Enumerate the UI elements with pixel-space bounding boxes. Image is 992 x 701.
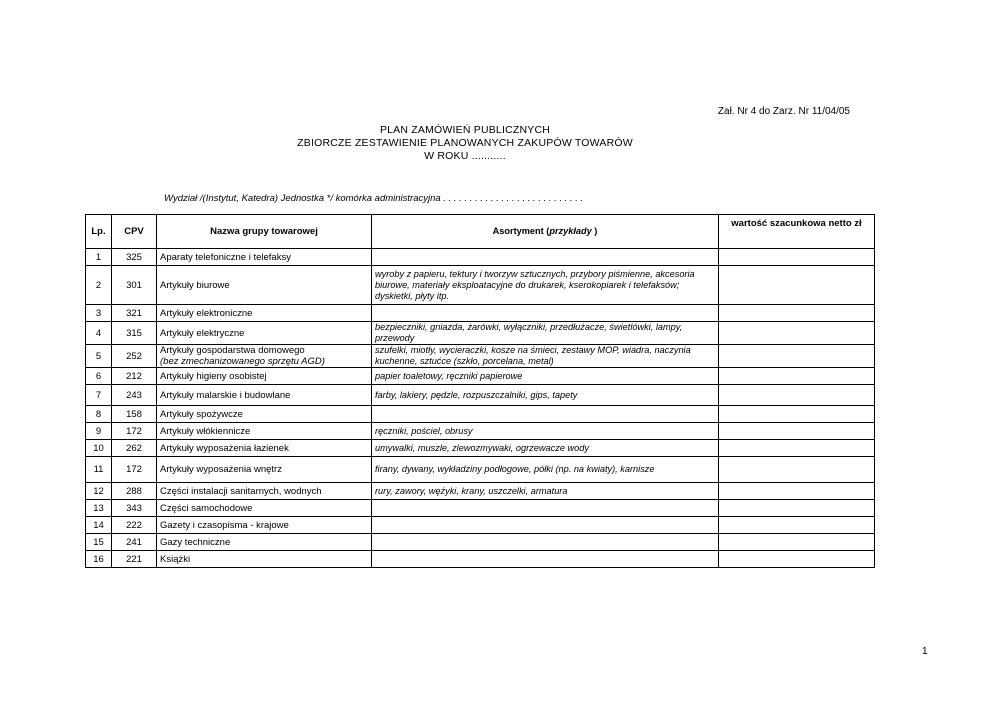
cell-assortment [372, 500, 719, 517]
cell-value [719, 457, 875, 483]
cell-name [157, 500, 372, 517]
cell-assortment [372, 551, 719, 568]
table-row [86, 500, 875, 517]
header-assortment: Asortyment (przykłady ) [372, 215, 719, 249]
cell-lp: 10 [86, 440, 112, 457]
cell-name [157, 266, 372, 305]
table-row [86, 483, 875, 500]
cell-cpv: 315 [112, 322, 157, 345]
name-text: Książki [160, 553, 191, 565]
cell-value [719, 368, 875, 385]
cell-assortment [372, 534, 719, 551]
name-text: Artykuły spożywcze [160, 408, 243, 420]
cell-name [157, 517, 372, 534]
cell-value [719, 500, 875, 517]
cell-cpv: 325 [112, 249, 157, 266]
cell-value [719, 385, 875, 406]
cell-lp: 15 [86, 534, 112, 551]
cell-cpv: 243 [112, 385, 157, 406]
header-name: Nazwa grupy towarowej [157, 215, 372, 249]
cell-assortment [372, 406, 719, 423]
cell-value [719, 440, 875, 457]
document-reference: Zał. Nr 4 do Zarz. Nr 11/04/05 [717, 106, 850, 117]
cell-assortment: firany, dywany, wykładziny podłogowe, półki (np. na kwiaty), karnisze [372, 457, 719, 483]
table-row [86, 423, 875, 440]
table-row [86, 534, 875, 551]
procurement-table [85, 214, 875, 568]
cell-cpv: 288 [112, 483, 157, 500]
cell-value [719, 322, 875, 345]
name-text: Aparaty telefoniczne i telefaksy [160, 251, 291, 263]
cell-lp: 1 [86, 249, 112, 266]
cell-lp: 8 [86, 406, 112, 423]
table-row [86, 440, 875, 457]
document-title-line1: PLAN ZAMÓWIEŃ PUBLICZNYCH [379, 124, 551, 136]
cell-assortment: wyroby z papieru, tektury i tworzyw sztucznych, przybory piśmienne, akcesoria biurowe, materiały eksploatacyjne do drukarek, kserokopiarek i telefaksów; dyskietki, płyty itp. [372, 266, 719, 305]
name-text: Artykuły wyposażenia wnętrz [160, 464, 282, 475]
cell-assortment: rury, zawory, wężyki, krany, uszczelki, armatura [372, 483, 719, 500]
name-text: Artykuły gospodarstwa domowego [160, 345, 305, 356]
cell-lp: 4 [86, 322, 112, 345]
cell-assortment: umywalki, muszle, zlewozmywaki, ogrzewacze wody [372, 440, 719, 457]
table-row [86, 266, 875, 305]
cell-lp: 16 [86, 551, 112, 568]
cell-cpv: 221 [112, 551, 157, 568]
name-text: Artykuły wyposażenia łazienek [160, 442, 289, 454]
cell-cpv: 252 [112, 345, 157, 368]
header-value: wartość szacunkowa netto zł [719, 215, 875, 249]
cell-assortment: farby, lakiery, pędzle, rozpuszczalniki, gips, tapety [372, 385, 719, 406]
cell-lp: 14 [86, 517, 112, 534]
cell-value [719, 406, 875, 423]
name-text: Artykuły biurowe [160, 279, 230, 291]
cell-name [157, 406, 372, 423]
table-row [86, 457, 875, 483]
cell-assortment [372, 517, 719, 534]
table-row [86, 345, 875, 368]
header-lp: Lp. [86, 215, 112, 249]
name-text: Artykuły elektroniczne [160, 307, 253, 319]
name-text: Artykuły elektryczne [160, 327, 245, 339]
cell-lp: 9 [86, 423, 112, 440]
table-row [86, 249, 875, 266]
cell-assortment: papier toaletowy, ręczniki papierowe [372, 368, 719, 385]
cell-cpv: 222 [112, 517, 157, 534]
name-text: Artykuły włókiennicze [160, 425, 251, 437]
cell-cpv: 343 [112, 500, 157, 517]
cell-lp: 12 [86, 483, 112, 500]
cell-value [719, 249, 875, 266]
cell-lp: 7 [86, 385, 112, 406]
name-text: Części instalacji sanitarnych, wodnych [160, 485, 322, 497]
cell-value [719, 266, 875, 305]
cell-name [157, 534, 372, 551]
cell-lp: 13 [86, 500, 112, 517]
cell-cpv: 241 [112, 534, 157, 551]
table-row [86, 305, 875, 322]
document-title-line3: W ROKU ........... [424, 150, 506, 162]
cell-lp: 2 [86, 266, 112, 305]
cell-value [719, 305, 875, 322]
document-title-line2: ZBIORCZE ZESTAWIENIE PLANOWANYCH ZAKUPÓW TOWARÓW [297, 137, 633, 149]
name-text: Części samochodowe [160, 502, 253, 514]
cell-assortment [372, 305, 719, 322]
cell-value [719, 345, 875, 368]
name-text: Artykuły higieny osobistej [160, 370, 267, 382]
table-row [86, 551, 875, 568]
cell-name [157, 551, 372, 568]
cell-name [157, 305, 372, 322]
cell-value [719, 551, 875, 568]
table-row [86, 368, 875, 385]
cell-name [157, 249, 372, 266]
cell-name [157, 368, 372, 385]
cell-cpv: 172 [112, 423, 157, 440]
table-row [86, 406, 875, 423]
cell-name [157, 440, 372, 457]
cell-lp: 6 [86, 368, 112, 385]
page-number: 1 [922, 646, 928, 657]
cell-name [157, 483, 372, 500]
cell-name [157, 345, 372, 368]
cell-lp: 3 [86, 305, 112, 322]
name-text: Gazety i czasopisma - krajowe [160, 519, 289, 531]
table-header-row [86, 215, 875, 249]
cell-assortment: bezpieczniki, gniazda, żarówki, wyłączniki, przedłużacze, świetlówki, lampy, przewody [372, 322, 719, 345]
cell-cpv: 172 [112, 457, 157, 483]
cell-assortment: ręczniki, pościel, obrusy [372, 423, 719, 440]
cell-cpv: 301 [112, 266, 157, 305]
cell-assortment: szufelki, miotły, wycieraczki, kosze na śmieci, zestawy MOP, wiadra, naczynia kuchenne, sztućce (szkło, porcelana, metal) [372, 345, 719, 368]
cell-name [157, 322, 372, 345]
table-row [86, 385, 875, 406]
cell-value [719, 423, 875, 440]
cell-value [719, 517, 875, 534]
cell-cpv: 321 [112, 305, 157, 322]
name-text: Artykuły malarskie i budowlane [160, 389, 291, 401]
header-cpv: CPV [112, 215, 157, 249]
unit-line: Wydział /(Instytut, Katedra) Jednostka */ komórka administracyjna . . . . . . . . . . . . . . . . . . . . . . . . . . . [164, 193, 584, 204]
cell-name [157, 423, 372, 440]
cell-cpv: 212 [112, 368, 157, 385]
cell-cpv: 262 [112, 440, 157, 457]
table-row [86, 517, 875, 534]
name-text: Gazy techniczne [160, 536, 231, 548]
cell-name [157, 385, 372, 406]
cell-name [157, 457, 372, 483]
cell-lp: 5 [86, 345, 112, 368]
table-row [86, 322, 875, 345]
cell-value [719, 534, 875, 551]
cell-assortment [372, 249, 719, 266]
cell-cpv: 158 [112, 406, 157, 423]
name-subtext: (bez zmechanizowanego sprzętu AGD) [160, 356, 325, 367]
cell-value [719, 483, 875, 500]
cell-lp: 11 [86, 457, 112, 483]
